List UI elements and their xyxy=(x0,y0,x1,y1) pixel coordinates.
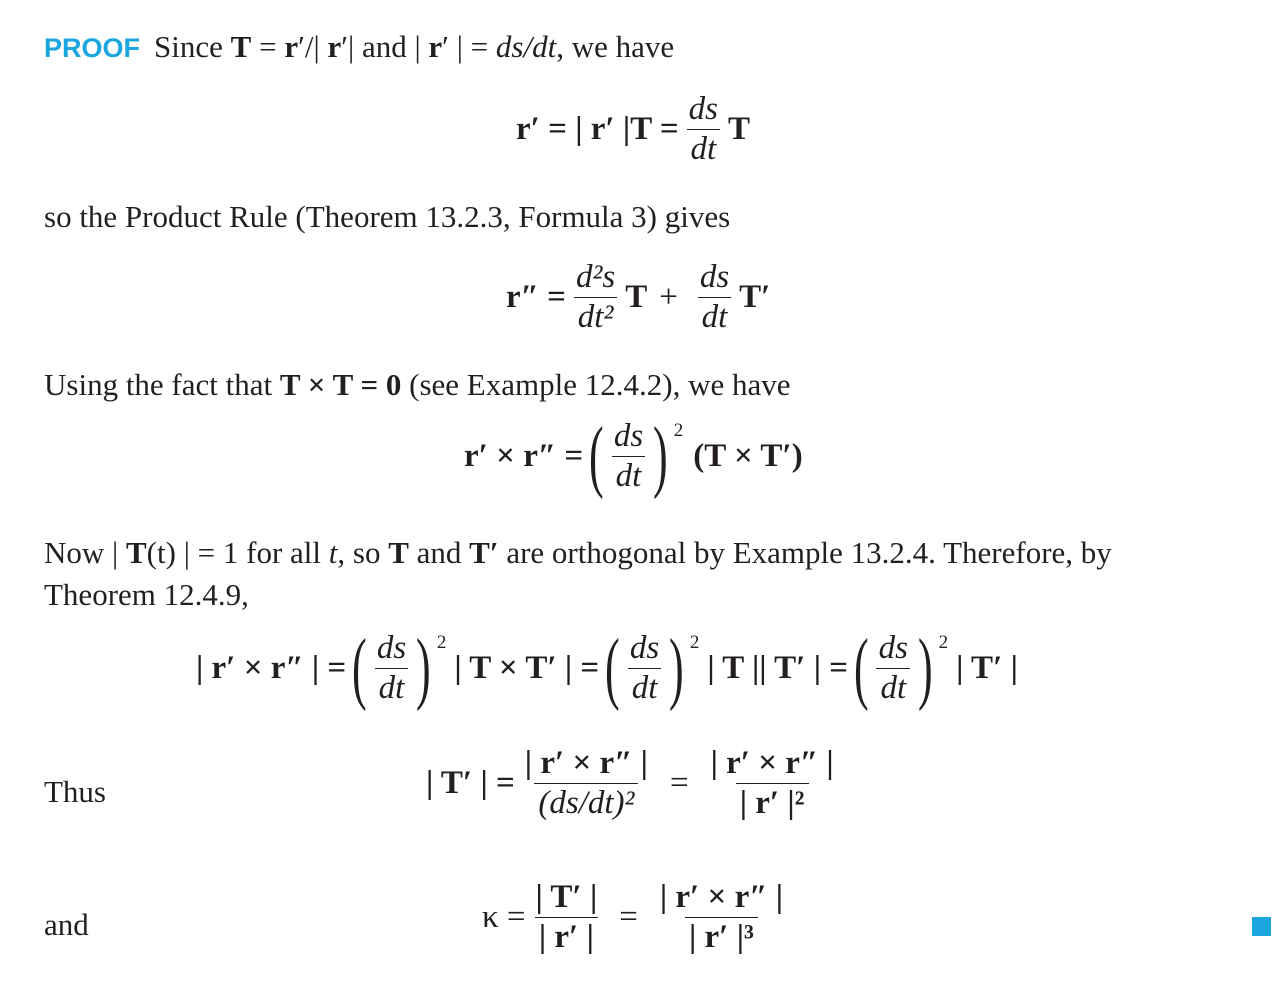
eq3-num: ds xyxy=(613,417,644,454)
proof-intro xyxy=(44,26,674,69)
intro-text-1: Since xyxy=(154,29,231,64)
eq6-den1: | r′ | xyxy=(535,917,598,955)
intro-text-7: ′| and | xyxy=(341,29,429,64)
eq4-num-1: ds xyxy=(376,629,407,666)
eq2-term2: T′ xyxy=(739,278,771,315)
equation-2 xyxy=(506,260,770,334)
equation-1 xyxy=(516,92,750,166)
intro-text-3: = xyxy=(251,29,285,64)
intro-text-4: r xyxy=(284,29,299,64)
eq5-num2: | r′ × r″ | xyxy=(710,745,834,781)
text4-i: T′ xyxy=(469,535,499,570)
text4-h: and xyxy=(408,535,470,570)
eq4-paren-3l: ( xyxy=(854,624,869,712)
eq4-lhs: | r′ × r″ | = xyxy=(196,649,347,686)
eq3-lhs: r′ × r″ = xyxy=(464,437,584,474)
eq4-den-2: dt xyxy=(628,668,662,706)
eq6-lhs: κ = xyxy=(482,898,526,935)
text4-e: t xyxy=(328,535,338,570)
eq6-fraction-1 xyxy=(532,880,602,954)
eq6-den2: | r′ |³ xyxy=(685,917,758,955)
text3-expr: T × T = 0 xyxy=(279,367,402,402)
eq4-mid1: | T × T′ | = xyxy=(454,649,600,686)
intro-text-11: , we have xyxy=(556,29,675,64)
qed-square-icon xyxy=(1252,917,1271,936)
text4-c: (t) xyxy=(146,535,176,570)
eq1-num: ds xyxy=(688,91,719,127)
eq4-den-1: dt xyxy=(375,668,409,706)
equation-5 xyxy=(426,746,844,820)
intro-text-9: ′ | = xyxy=(442,29,496,64)
eq5-den2: | r′ |² xyxy=(736,783,809,821)
eq1-lhs: r′ = | r′ |T = xyxy=(516,110,679,147)
eq3-fraction xyxy=(610,419,647,493)
eq4-fraction-2 xyxy=(626,631,663,705)
eq4-exp-2: 2 xyxy=(689,632,700,653)
product-rule-text: so the Product Rule (Theorem 13.2.3, Formula 3) gives xyxy=(44,199,731,234)
intro-text-8: r xyxy=(428,29,443,64)
eq2-term1: T xyxy=(625,278,648,315)
eq3-left-paren: ( xyxy=(589,412,604,500)
eq2-fraction-2 xyxy=(696,260,733,334)
intro-text-5: ′/| xyxy=(298,29,328,64)
equation-4 xyxy=(196,624,1018,712)
eq4-den-3: dt xyxy=(876,668,910,706)
eq2-den1: dt² xyxy=(574,297,618,335)
eq4-num-3: ds xyxy=(878,629,908,666)
eq4-paren-2r: ) xyxy=(669,624,684,712)
eq2-num2: ds xyxy=(699,259,730,295)
text4-j: are orthogonal by Example 13.2.4. Therefore, by xyxy=(498,535,1112,570)
eq1-rhs: T xyxy=(728,110,751,147)
eq6-num1: | T′ | xyxy=(535,879,598,915)
eq5-den1: (ds/dt)² xyxy=(534,783,638,821)
eq4-paren-1r: ) xyxy=(416,624,431,712)
text4-g: T xyxy=(388,535,409,570)
eq2-plus: + xyxy=(659,278,678,315)
eq4-fraction-1 xyxy=(373,631,410,705)
eq3-right-paren: ) xyxy=(653,412,668,500)
eq2-num1: d²s xyxy=(575,259,616,295)
text4-line2: Theorem 12.4.9, xyxy=(44,577,249,612)
intro-text-6: r xyxy=(327,29,342,64)
intro-text-10: ds/dt xyxy=(495,29,557,64)
eq1-fraction xyxy=(685,92,722,166)
eq4-paren-1l: ( xyxy=(352,624,367,712)
text4-a: Now | xyxy=(44,535,126,570)
eq4-fraction-3 xyxy=(875,631,912,705)
text4-b: T xyxy=(125,535,147,570)
orthogonal-text xyxy=(44,532,1112,616)
eq6-equals: = xyxy=(619,898,638,935)
eq3-den: dt xyxy=(612,456,646,494)
eq5-fraction-1 xyxy=(521,746,652,820)
intro-text-2: T xyxy=(230,29,252,64)
eq4-paren-3r: ) xyxy=(917,624,933,712)
eq2-den2: dt xyxy=(698,297,732,335)
eq6-num2: | r′ × r″ | xyxy=(659,879,783,915)
text3-before: Using the fact that xyxy=(44,367,280,402)
eq4-exp-3: 2 xyxy=(938,632,949,653)
text3-after: (see Example 12.4.2), we have xyxy=(401,367,791,402)
eq4-exp-1: 2 xyxy=(436,632,447,653)
eq1-den: dt xyxy=(687,129,721,167)
eq4-paren-2l: ( xyxy=(605,624,620,712)
eq4-mid2: | T || T′ | = xyxy=(707,649,849,686)
cross-product-fact-text xyxy=(44,364,790,406)
text4-f: , so xyxy=(337,535,389,570)
eq2-fraction-1 xyxy=(572,260,619,334)
and-label: and xyxy=(44,907,89,942)
proof-label: PROOF xyxy=(44,33,141,63)
eq5-equals: = xyxy=(669,764,689,801)
equation-6 xyxy=(482,880,793,954)
equation-3 xyxy=(464,412,803,500)
eq4-num-2: ds xyxy=(629,629,660,666)
eq5-lhs: | T′ | = xyxy=(426,764,515,801)
thus-label: Thus xyxy=(44,774,106,809)
eq5-num1: | r′ × r″ | xyxy=(524,745,648,781)
eq6-fraction-2 xyxy=(656,880,787,954)
eq2-lhs: r″ = xyxy=(506,278,566,315)
eq4-rhs: | T′ | xyxy=(956,649,1018,686)
eq3-rhs: (T × T′) xyxy=(693,437,803,474)
text4-d: | = 1 for all xyxy=(175,535,329,570)
eq3-exponent: 2 xyxy=(673,420,684,441)
eq5-fraction-2 xyxy=(707,746,838,820)
